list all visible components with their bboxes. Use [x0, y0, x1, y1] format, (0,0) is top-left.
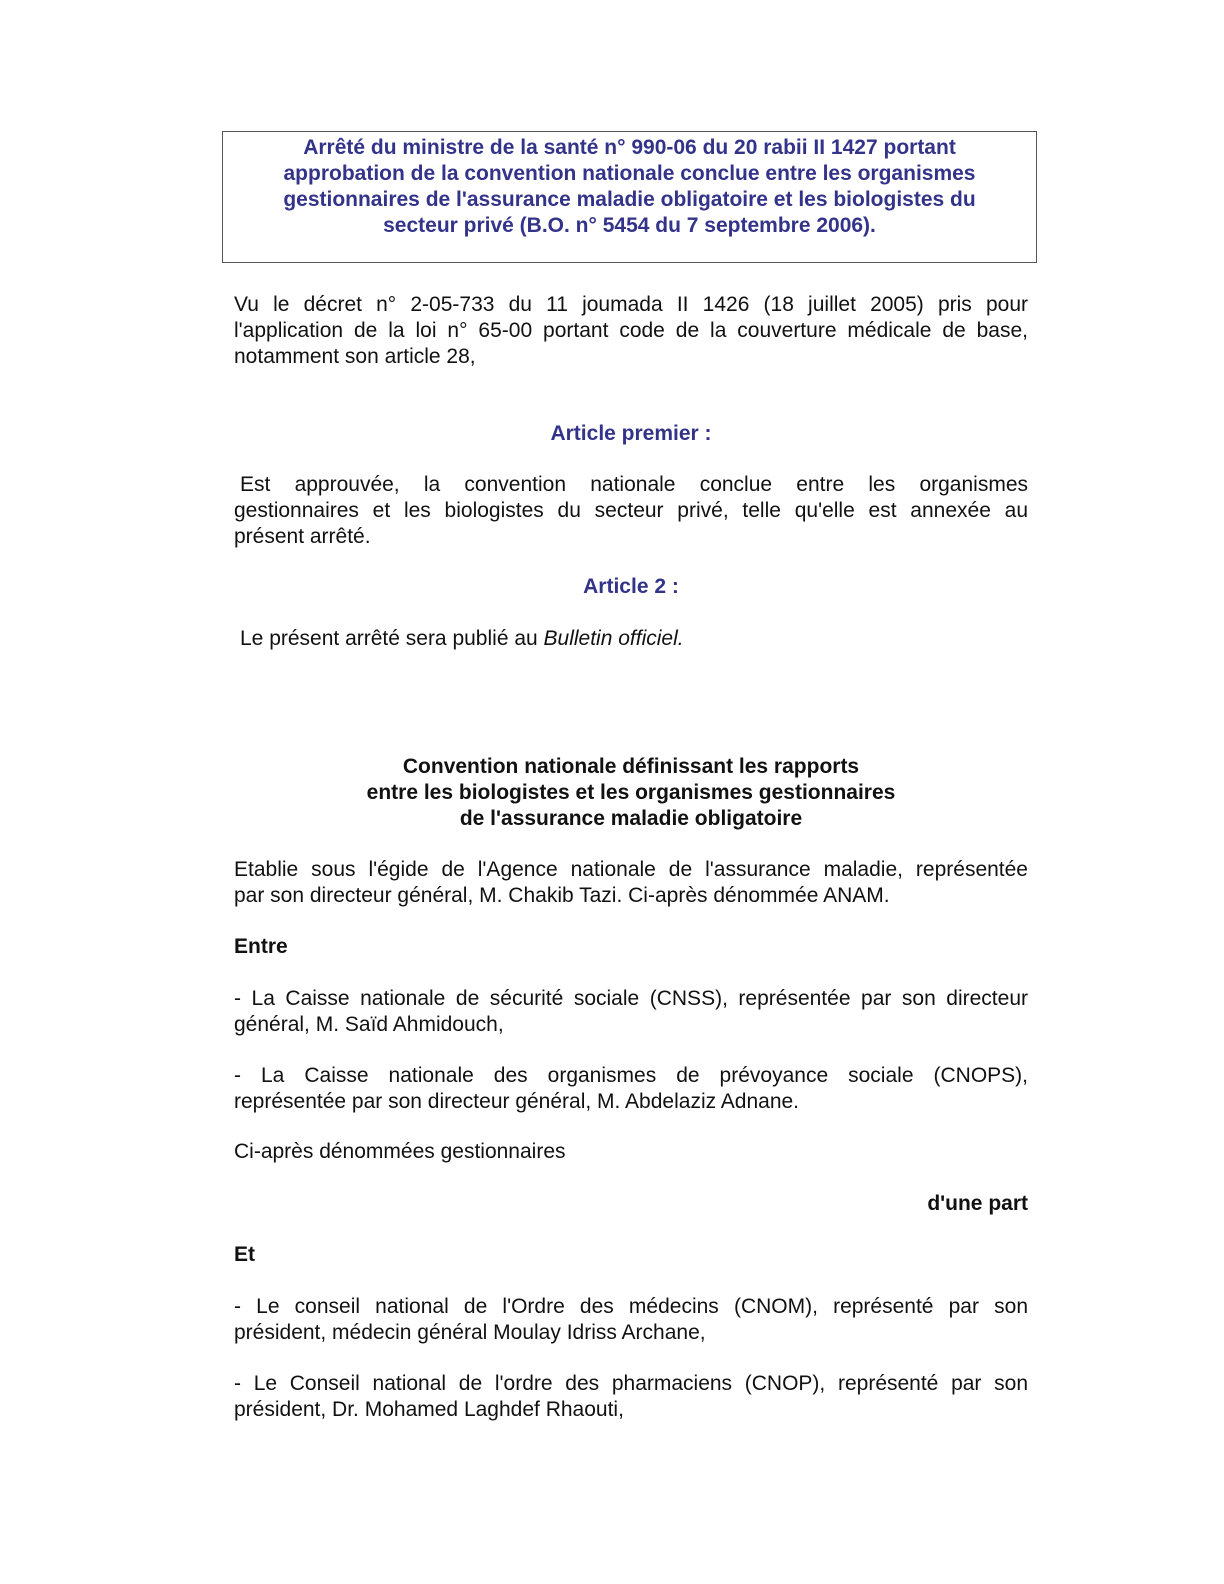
- title-line: Arrêté du ministre de la santé n° 990-06 du 20 rabii II 1427 portant: [303, 136, 956, 159]
- title-box: [222, 131, 1037, 263]
- preamble-line: notamment son article 28,: [234, 345, 476, 368]
- convention-title-line: de l'assurance maladie obligatoire: [459, 807, 803, 830]
- preamble-line: Vu le décret n° 2-05-733 du 11 joumada II 1426 (18 juillet 2005) pris pour: [234, 293, 1028, 316]
- cnop-paragraph: [234, 1371, 1028, 1423]
- intro-line: par son directeur général, M. Chakib Tazi. Ci-après dénommée ANAM.: [234, 884, 890, 907]
- article2-heading: Article 2 :: [583, 575, 679, 598]
- intro-line: Etablie sous l'égide de l'Agence nationale de l'assurance maladie, représentée: [234, 858, 1028, 881]
- cnops-line: représentée par son directeur général, M. Abdelaziz Adnane.: [234, 1090, 800, 1113]
- cnss-line: - La Caisse nationale de sécurité sociale (CNSS), représentée par son directeur: [234, 987, 1028, 1010]
- cnss-line: général, M. Saïd Ahmidouch,: [234, 1013, 504, 1036]
- article1-line: présent arrêté.: [234, 525, 371, 548]
- cnom-line: président, médecin général Moulay Idriss Archane,: [234, 1321, 706, 1344]
- convention-title: [234, 754, 1028, 832]
- cnom-paragraph: [234, 1294, 1028, 1346]
- article2-paragraph: [234, 626, 1034, 652]
- convention-title-line: entre les biologistes et les organismes gestionnaires: [366, 781, 896, 804]
- cnss-paragraph: [234, 986, 1028, 1038]
- article1-heading: Article premier :: [550, 422, 712, 445]
- title-line: gestionnaires de l'assurance maladie obligatoire et les biologistes du: [283, 188, 976, 211]
- cnop-line: - Le Conseil national de l'ordre des pharmaciens (CNOP), représenté par son: [234, 1372, 1028, 1395]
- article1-line: gestionnaires et les biologistes du secteur privé, telle qu'elle est annexée au: [234, 499, 1028, 522]
- ci-apres-text: Ci-après dénommées gestionnaires: [234, 1140, 566, 1163]
- preamble-line: l'application de la loi n° 65-00 portant code de la couverture médicale de base,: [234, 319, 1028, 342]
- cnops-line: - La Caisse nationale des organismes de prévoyance sociale (CNOPS),: [234, 1064, 1028, 1087]
- cnop-line: président, Dr. Mohamed Laghdef Rhaouti,: [234, 1398, 624, 1421]
- title-line: approbation de la convention nationale conclue entre les organismes: [283, 162, 976, 185]
- bulletin-officiel-text: Bulletin officiel.: [543, 627, 684, 650]
- article1-paragraph: [234, 472, 1028, 550]
- cnom-line: - Le conseil national de l'Ordre des médecins (CNOM), représenté par son: [234, 1295, 1028, 1318]
- entre-label: Entre: [234, 935, 288, 958]
- cnops-paragraph: [234, 1063, 1028, 1115]
- convention-intro: [234, 857, 1028, 909]
- preamble-paragraph: [234, 292, 1028, 370]
- convention-title-line: Convention nationale définissant les rapports: [402, 755, 860, 778]
- une-part-text: d'une part: [927, 1192, 1028, 1215]
- title-line: secteur privé (B.O. n° 5454 du 7 septembre 2006).: [383, 214, 876, 237]
- et-label: Et: [234, 1243, 255, 1266]
- article1-line: Est approuvée, la convention nationale conclue entre les organismes: [240, 473, 1028, 496]
- article2-text: Le présent arrêté sera publié au: [240, 627, 544, 650]
